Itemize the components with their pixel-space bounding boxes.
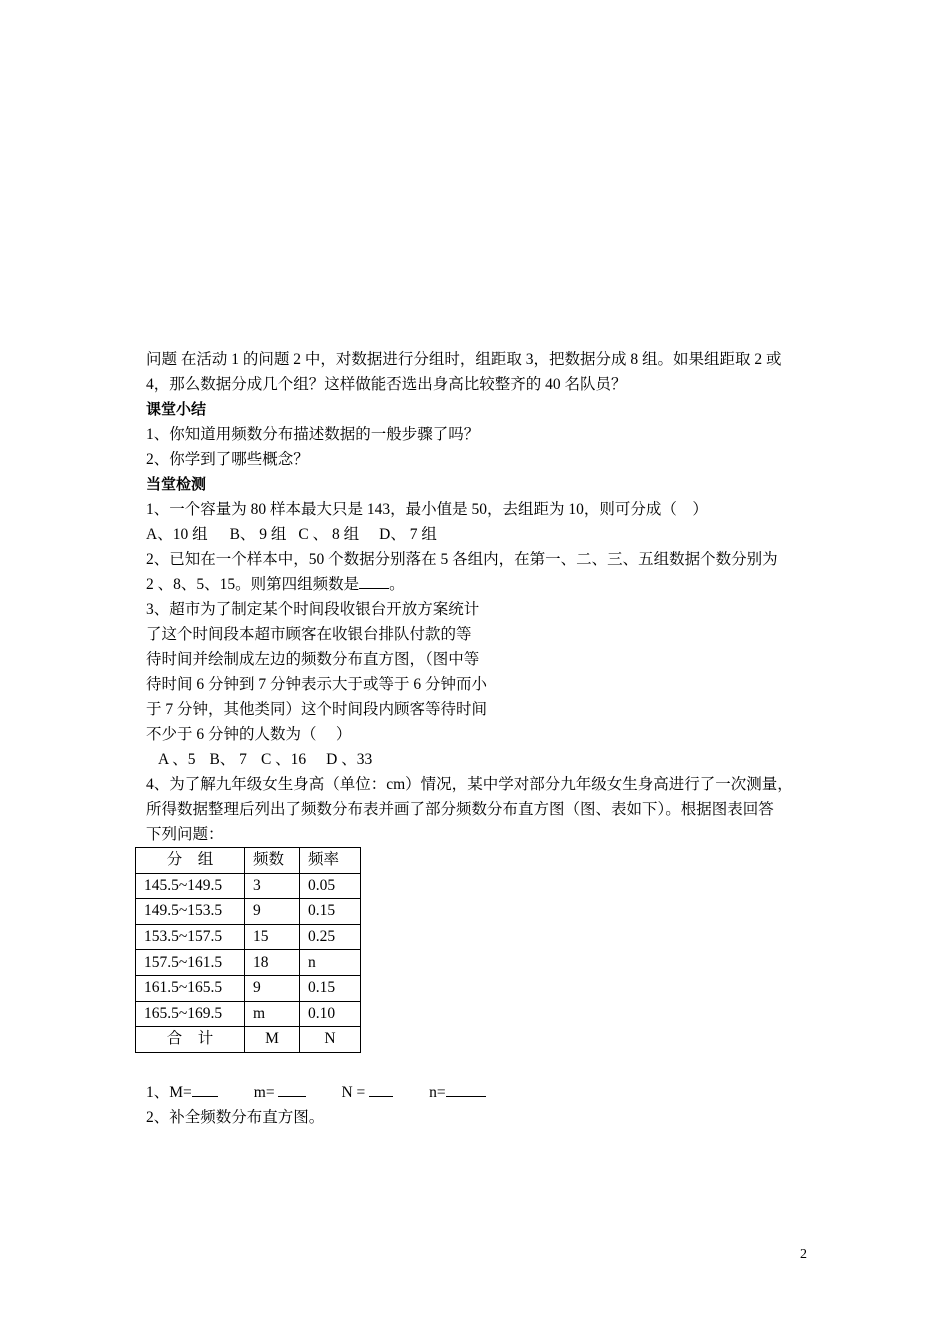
table-row [136, 950, 361, 976]
answer-blank [278, 1081, 306, 1097]
table-cell: 0.15 [300, 975, 361, 1001]
table-row [136, 924, 361, 950]
test-q4-answers [146, 1080, 816, 1105]
test-q1-options [146, 522, 816, 547]
test-q2-text: 2 、8、5、15。则第四组频数是 [146, 576, 360, 593]
total-rate: N [300, 1027, 361, 1053]
frequency-table [135, 847, 361, 1053]
table-cell: 0.05 [300, 873, 361, 899]
page-number: 2 [800, 1247, 807, 1262]
table-header-row [136, 848, 361, 874]
option-c: C 、 8 组 [298, 526, 360, 543]
option-d: D 、33 [326, 751, 373, 768]
test-q3-line-3: 待时间并绘制成左边的频数分布直方图，（图中等 [146, 651, 480, 668]
summary-question-1: 1、你知道用频数分布描述数据的一般步骤了吗？ [146, 426, 480, 443]
table-cell: 149.5~153.5 [136, 899, 245, 925]
option-a: A 、5 [158, 751, 196, 768]
test-q3-line-2: 了这个时间段本超市顾客在收银台排队付款的等 [146, 626, 472, 643]
intro-line-2: 4，那么数据分成几个组？这样做能否选出身高比较整齐的 40 名队员？ [146, 376, 627, 393]
test-q1-text: 1、一个容量为 80 样本最大只是 143，最小值是 50，去组距为 10，则可分成（ ） [146, 501, 708, 518]
test-q2-end: 。 [389, 576, 405, 593]
option-b: B、 9 组 [229, 526, 287, 543]
table-cell: 18 [245, 950, 300, 976]
answer-blank [446, 1081, 486, 1097]
table-cell: 9 [245, 899, 300, 925]
table-cell: m [245, 1001, 300, 1027]
table-cell: 15 [245, 924, 300, 950]
test-q4-line-2: 所得数据整理后列出了频数分布表并画了部分频数分布直方图（图、表如下）。根据图表回答 [146, 801, 774, 818]
test-q2-line-2 [146, 572, 816, 597]
table-cell: 153.5~157.5 [136, 924, 245, 950]
answer-blank [369, 1081, 393, 1097]
table-cell: 0.25 [300, 924, 361, 950]
table-cell: 145.5~149.5 [136, 873, 245, 899]
table-cell: n [300, 950, 361, 976]
answer-n-lower-label: n= [429, 1083, 446, 1101]
test-q2-line-1: 2、已知在一个样本中，50 个数据分别落在 5 各组内，在第一、二、三、五组数据个数分别为 [146, 551, 778, 568]
header-rate: 频率 [300, 848, 361, 874]
table-cell: 3 [245, 873, 300, 899]
answer-m-lower-label: m= [253, 1083, 275, 1101]
table-cell: 165.5~169.5 [136, 1001, 245, 1027]
table-cell: 161.5~165.5 [136, 975, 245, 1001]
table-total-row [136, 1027, 361, 1053]
test-q3-line-1: 3、超市为了制定某个时间段收银台开放方案统计 [146, 601, 480, 618]
option-d: D、 7 组 [379, 526, 437, 543]
test-q4-line-3: 下列问题： [146, 826, 224, 843]
answer-blank [192, 1081, 218, 1097]
summary-question-2: 2、你学到了哪些概念？ [146, 451, 309, 468]
summary-heading: 课堂小结 [146, 400, 207, 418]
test-q3-line-4: 待时间 6 分钟到 7 分钟表示大于或等于 6 分钟而小 [146, 676, 488, 693]
table-row [136, 1001, 361, 1027]
test-q4-question-2: 2、补全频数分布直方图。 [146, 1108, 325, 1126]
header-group: 分 组 [136, 848, 245, 874]
table-cell: 9 [245, 975, 300, 1001]
option-c: C 、16 [260, 751, 307, 768]
table-cell: 157.5~161.5 [136, 950, 245, 976]
table-cell: 0.15 [300, 899, 361, 925]
table-cell: 0.10 [300, 1001, 361, 1027]
answer-n-upper-label: N = [341, 1083, 366, 1101]
answer-blank [359, 573, 389, 589]
test-q3-line-5: 于 7 分钟，其他类同）这个时间段内顾客等待时间 [146, 701, 488, 718]
test-q4-line-1: 4、为了解九年级女生身高（单位：cm）情况，某中学对部分九年级女生身高进行了一次测量， [146, 776, 793, 793]
header-frequency: 频数 [245, 848, 300, 874]
option-b: B、 7 [209, 751, 247, 768]
test-q3-options [146, 747, 816, 772]
test-heading: 当堂检测 [146, 475, 207, 493]
option-a: A、10 组 [146, 526, 208, 543]
intro-line-1: 问题 在活动 1 的问题 2 中，对数据进行分组时，组距取 3，把数据分成 8 组。如果组距取 2 或 [146, 351, 782, 368]
table-row [136, 899, 361, 925]
table-row [136, 873, 361, 899]
answer-m-upper-label: 1、M= [146, 1083, 192, 1101]
total-label: 合 计 [136, 1027, 245, 1053]
test-q3-line-6: 不少于 6 分钟的人数为（ ） [146, 726, 352, 743]
total-frequency: M [245, 1027, 300, 1053]
document-body [146, 347, 816, 1130]
table-row [136, 975, 361, 1001]
